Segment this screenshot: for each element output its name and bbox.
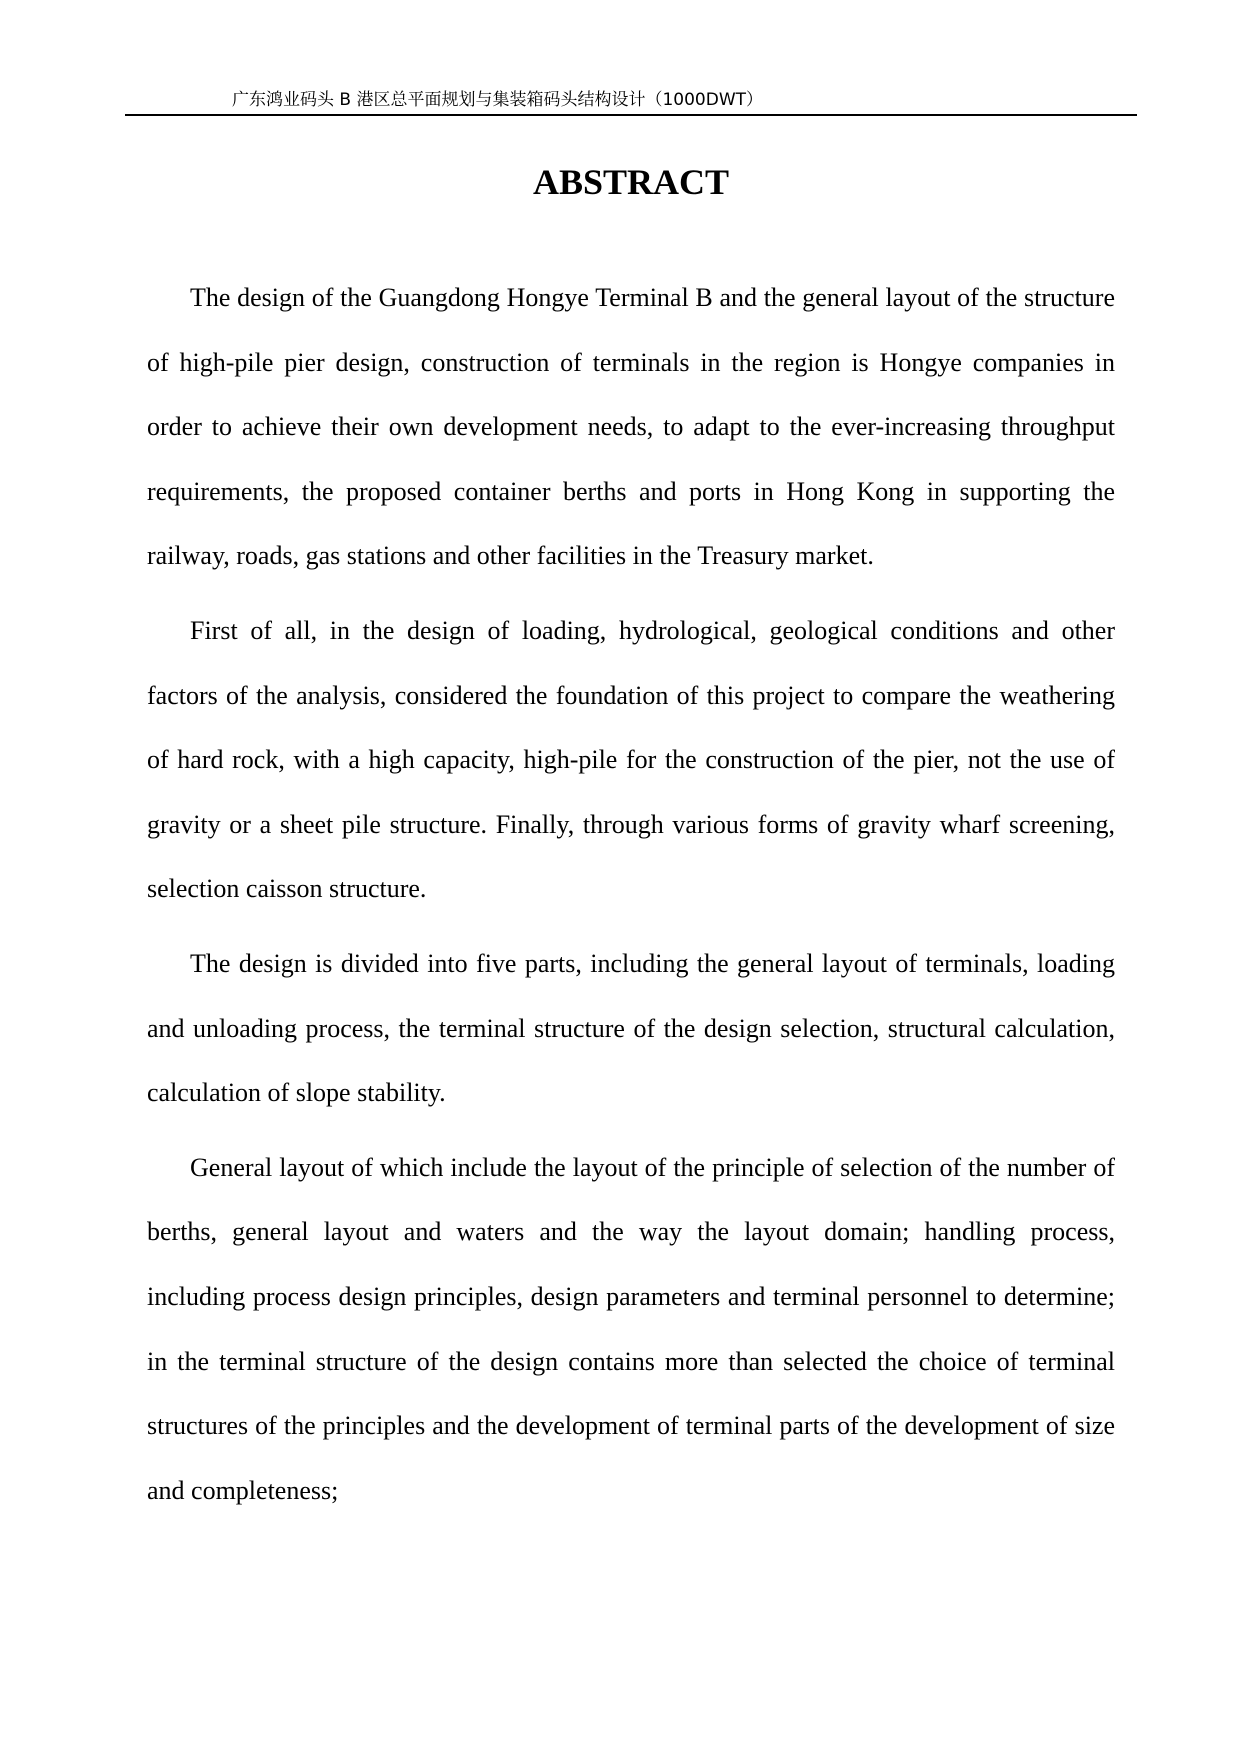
running-title: 广东鸿业码头 B 港区总平面规划与集装箱码头结构设计（1000DWT） (232, 90, 764, 110)
page-header (125, 86, 1137, 116)
paragraph-3: The design is divided into five parts, including the general layout of terminals, loading and unloading process, the terminal structure of the design selection, structural calculation, calculation of slope stability. (147, 948, 1115, 1108)
abstract-title: ABSTRACT (532, 162, 730, 202)
paragraph-1: The design of the Guangdong Hongye Terminal B and the general layout of the structure of high-pile pier design, construction of terminals in the region is Hongye companies in order to achieve their own development needs, to adapt to the ever-increasing throughput requirements, the proposed container berths and ports in Hong Kong in supporting the railway, roads, gas stations and other facilities in the Treasury market. (147, 283, 1115, 571)
abstract-body (147, 266, 1115, 1606)
paragraph-2: First of all, in the design of loading, hydrological, geological conditions and other factors of the analysis, considered the foundation of this project to compare the weathering of hard rock, with a high capacity, high-pile for the construction of the pier, not the use of gravity or a sheet pile structure. Finally, through various forms of gravity wharf screening, selection caisson structure. (147, 615, 1115, 904)
paragraph-4: General layout of which include the layout of the principle of selection of the number of berths, general layout and waters and the way the layout domain; handling process, including process design principles, design parameters and terminal personnel to determine; in the terminal structure of the design contains more than selected the choice of terminal structures of the principles and the development of terminal parts of the development of size and completeness; (147, 1152, 1115, 1505)
